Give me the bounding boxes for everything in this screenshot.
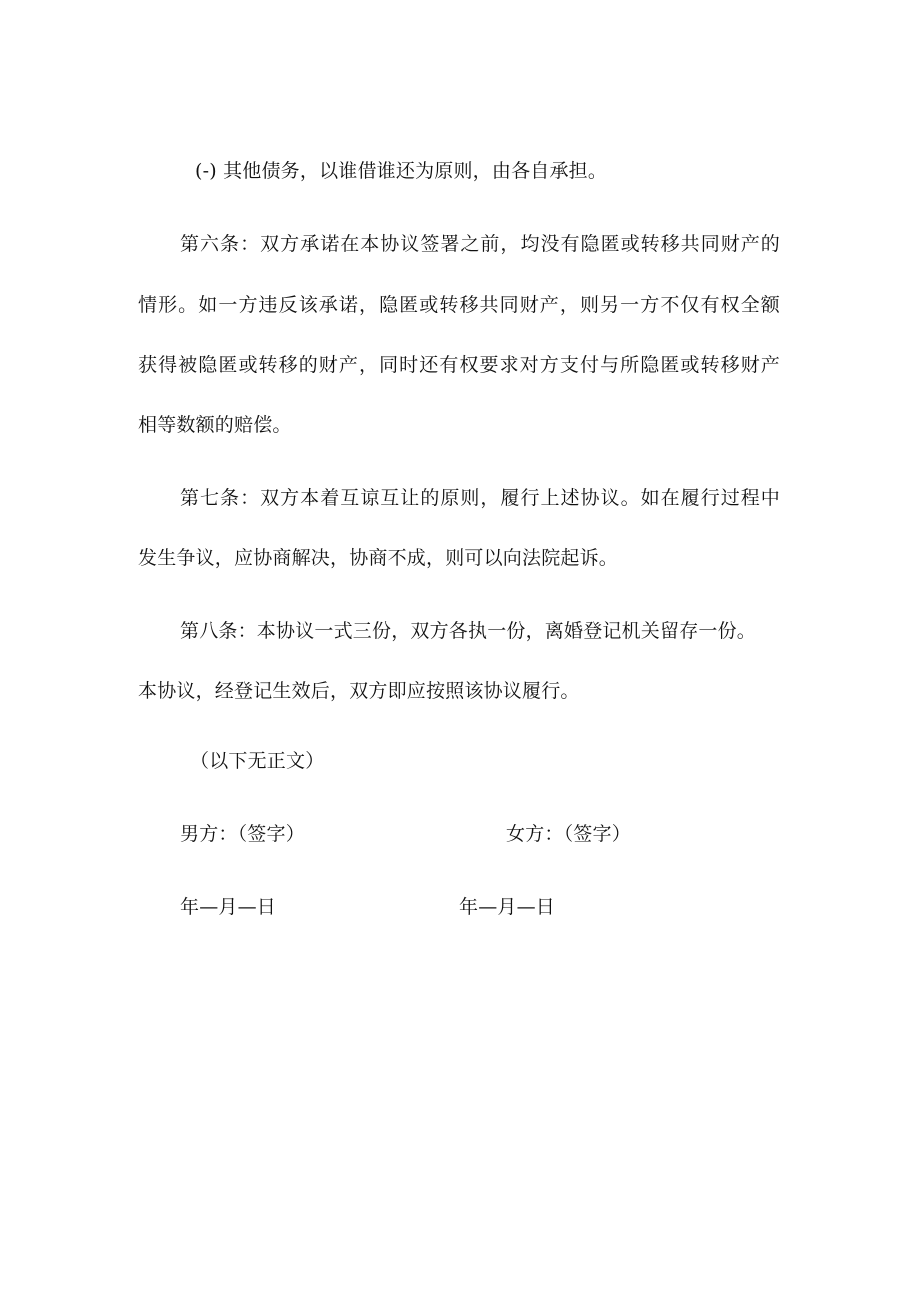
article-8-line-1: 第八条：本协议一式三份，双方各执一份，离婚登记机关留存一份。 xyxy=(180,620,757,642)
article-7-line-1: 第七条：双方本着互谅互让的原则，履行上述协议。如在履行过程中 xyxy=(180,487,780,509)
article-7-line-2: 发生争议，应协商解决，协商不成，则可以向法院起诉。 xyxy=(138,547,619,569)
article-8-line-2: 本协议，经登记生效后，双方即应按照该协议履行。 xyxy=(138,680,580,702)
article-6-line-4: 相等数额的赔偿。 xyxy=(138,414,292,436)
male-signature-date: 年—月—日 xyxy=(180,896,277,918)
article-6-line-3: 获得被隐匿或转移的财产，同时还有权要求对方支付与所隐匿或转移财产 xyxy=(138,354,780,376)
clause-other-debt: (-) 其他债务，以谁借谁还为原则，由各自承担。 xyxy=(195,160,608,182)
end-note: （以下无正文） xyxy=(190,750,325,772)
female-signature-label: 女方：（签字） xyxy=(506,823,631,845)
article-6-line-1: 第六条：双方承诺在本协议签署之前，均没有隐匿或转移共同财产的 xyxy=(180,233,780,255)
article-6-line-2: 情形。如一方违反该承诺，隐匿或转移共同财产，则另一方不仅有权全额 xyxy=(138,294,780,316)
male-signature-label: 男方：（签字） xyxy=(180,823,305,845)
female-signature-date: 年—月—日 xyxy=(459,896,556,918)
